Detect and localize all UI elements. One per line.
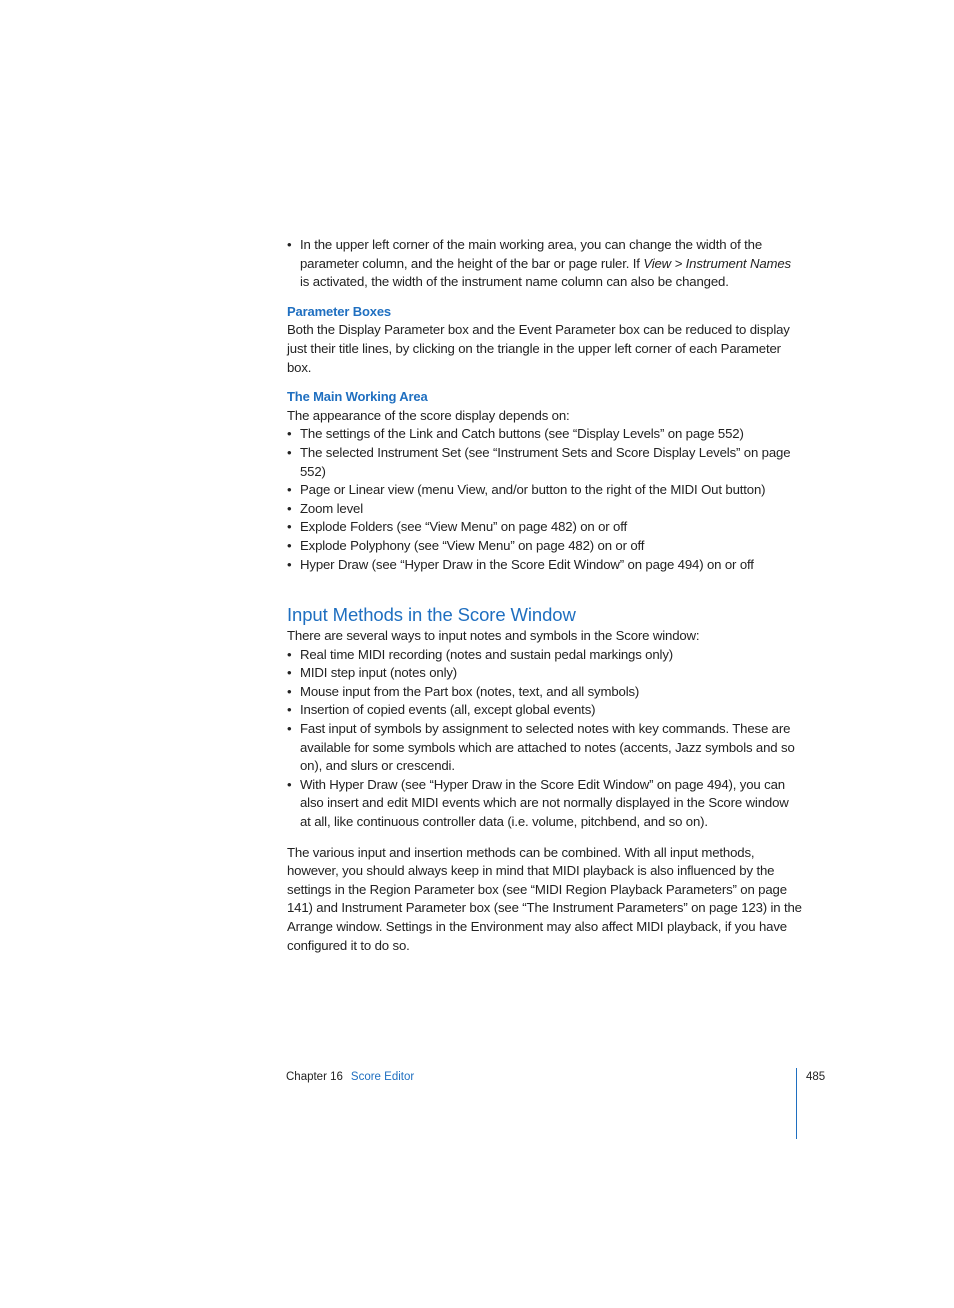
list-item: • MIDI step input (notes only) [287, 664, 802, 683]
page-number: 485 [806, 1071, 826, 1083]
list-item: • Hyper Draw (see “Hyper Draw in the Score Edit Window” on page 494) on or off [287, 556, 802, 575]
intro-bullet-text-2: is activated, the width of the instrument name column can also be changed. [300, 274, 729, 290]
list-item: • With Hyper Draw (see “Hyper Draw in the Score Edit Window” on page 494), you can also insert and edit MIDI events which are not normally displayed in the Score window at all, like continuous controller data (i.e. volume, pitchbend, and so on). [287, 776, 802, 832]
list-item [287, 236, 802, 292]
main-working-area-heading: The Main Working Area [287, 389, 428, 405]
footer-divider [796, 1068, 797, 1139]
parameter-boxes-body: Both the Display Parameter box and the Event Parameter box can be reduced to display just their title lines, by clicking on the triangle in the upper left corner of each Parameter box. [287, 322, 790, 375]
list-item: • Explode Folders (see “View Menu” on page 482) on or off [287, 518, 802, 537]
parameter-boxes-heading: Parameter Boxes [287, 303, 391, 319]
footer-chapter-title: Score Editor [350, 1071, 415, 1083]
input-methods-intro: There are several ways to input notes and symbols in the Score window: [287, 628, 700, 644]
page-content [287, 236, 802, 955]
input-methods-closing: The various input and insertion methods can be combined. With all input methods, however, you should always keep in mind that MIDI playback is also influenced by the settings in the Region Parameter box (see “MIDI Region Playback Parameters” on page 141) and Instrument Parameter box (see “The Instrument Parameters” on page 123) in the Arrange window. Settings in the Environment may also affect MIDI playback, if you have configured it to do so. [287, 844, 802, 953]
list-item: • Fast input of symbols by assignment to selected notes with key commands. These are available for some symbols which are attached to notes (accents, Jazz symbols and so on), and slurs or crescendi. [287, 720, 802, 776]
list-item: • Zoom level [287, 500, 802, 519]
list-item: • Explode Polyphony (see “View Menu” on page 482) on or off [287, 537, 802, 556]
main-working-area-list [287, 425, 802, 574]
main-working-area-intro: The appearance of the score display depends on: [287, 407, 570, 423]
list-item: • Mouse input from the Part box (notes, text, and all symbols) [287, 683, 802, 702]
list-item: • Page or Linear view (menu View, and/or button to the right of the MIDI Out button) [287, 481, 802, 500]
intro-bullet-text-1: In the upper left corner of the main working area, you can change the width of the parameter column, and the height of the bar or page ruler. If [300, 237, 763, 271]
input-methods-title: Input Methods in the Score Window [287, 604, 576, 626]
page-footer [286, 1069, 826, 1085]
list-item: • The selected Instrument Set (see “Instrument Sets and Score Display Levels” on page 552) [287, 444, 802, 481]
list-item: • Real time MIDI recording (notes and sustain pedal markings only) [287, 646, 802, 665]
intro-bullet-list [287, 236, 802, 292]
list-item: • Insertion of copied events (all, except global events) [287, 701, 802, 720]
input-methods-list [287, 646, 802, 832]
list-item: • The settings of the Link and Catch buttons (see “Display Levels” on page 552) [287, 425, 802, 444]
footer-chapter-number: Chapter 16 [286, 1071, 343, 1083]
intro-bullet-menu-path: View > Instrument Names [643, 255, 791, 271]
